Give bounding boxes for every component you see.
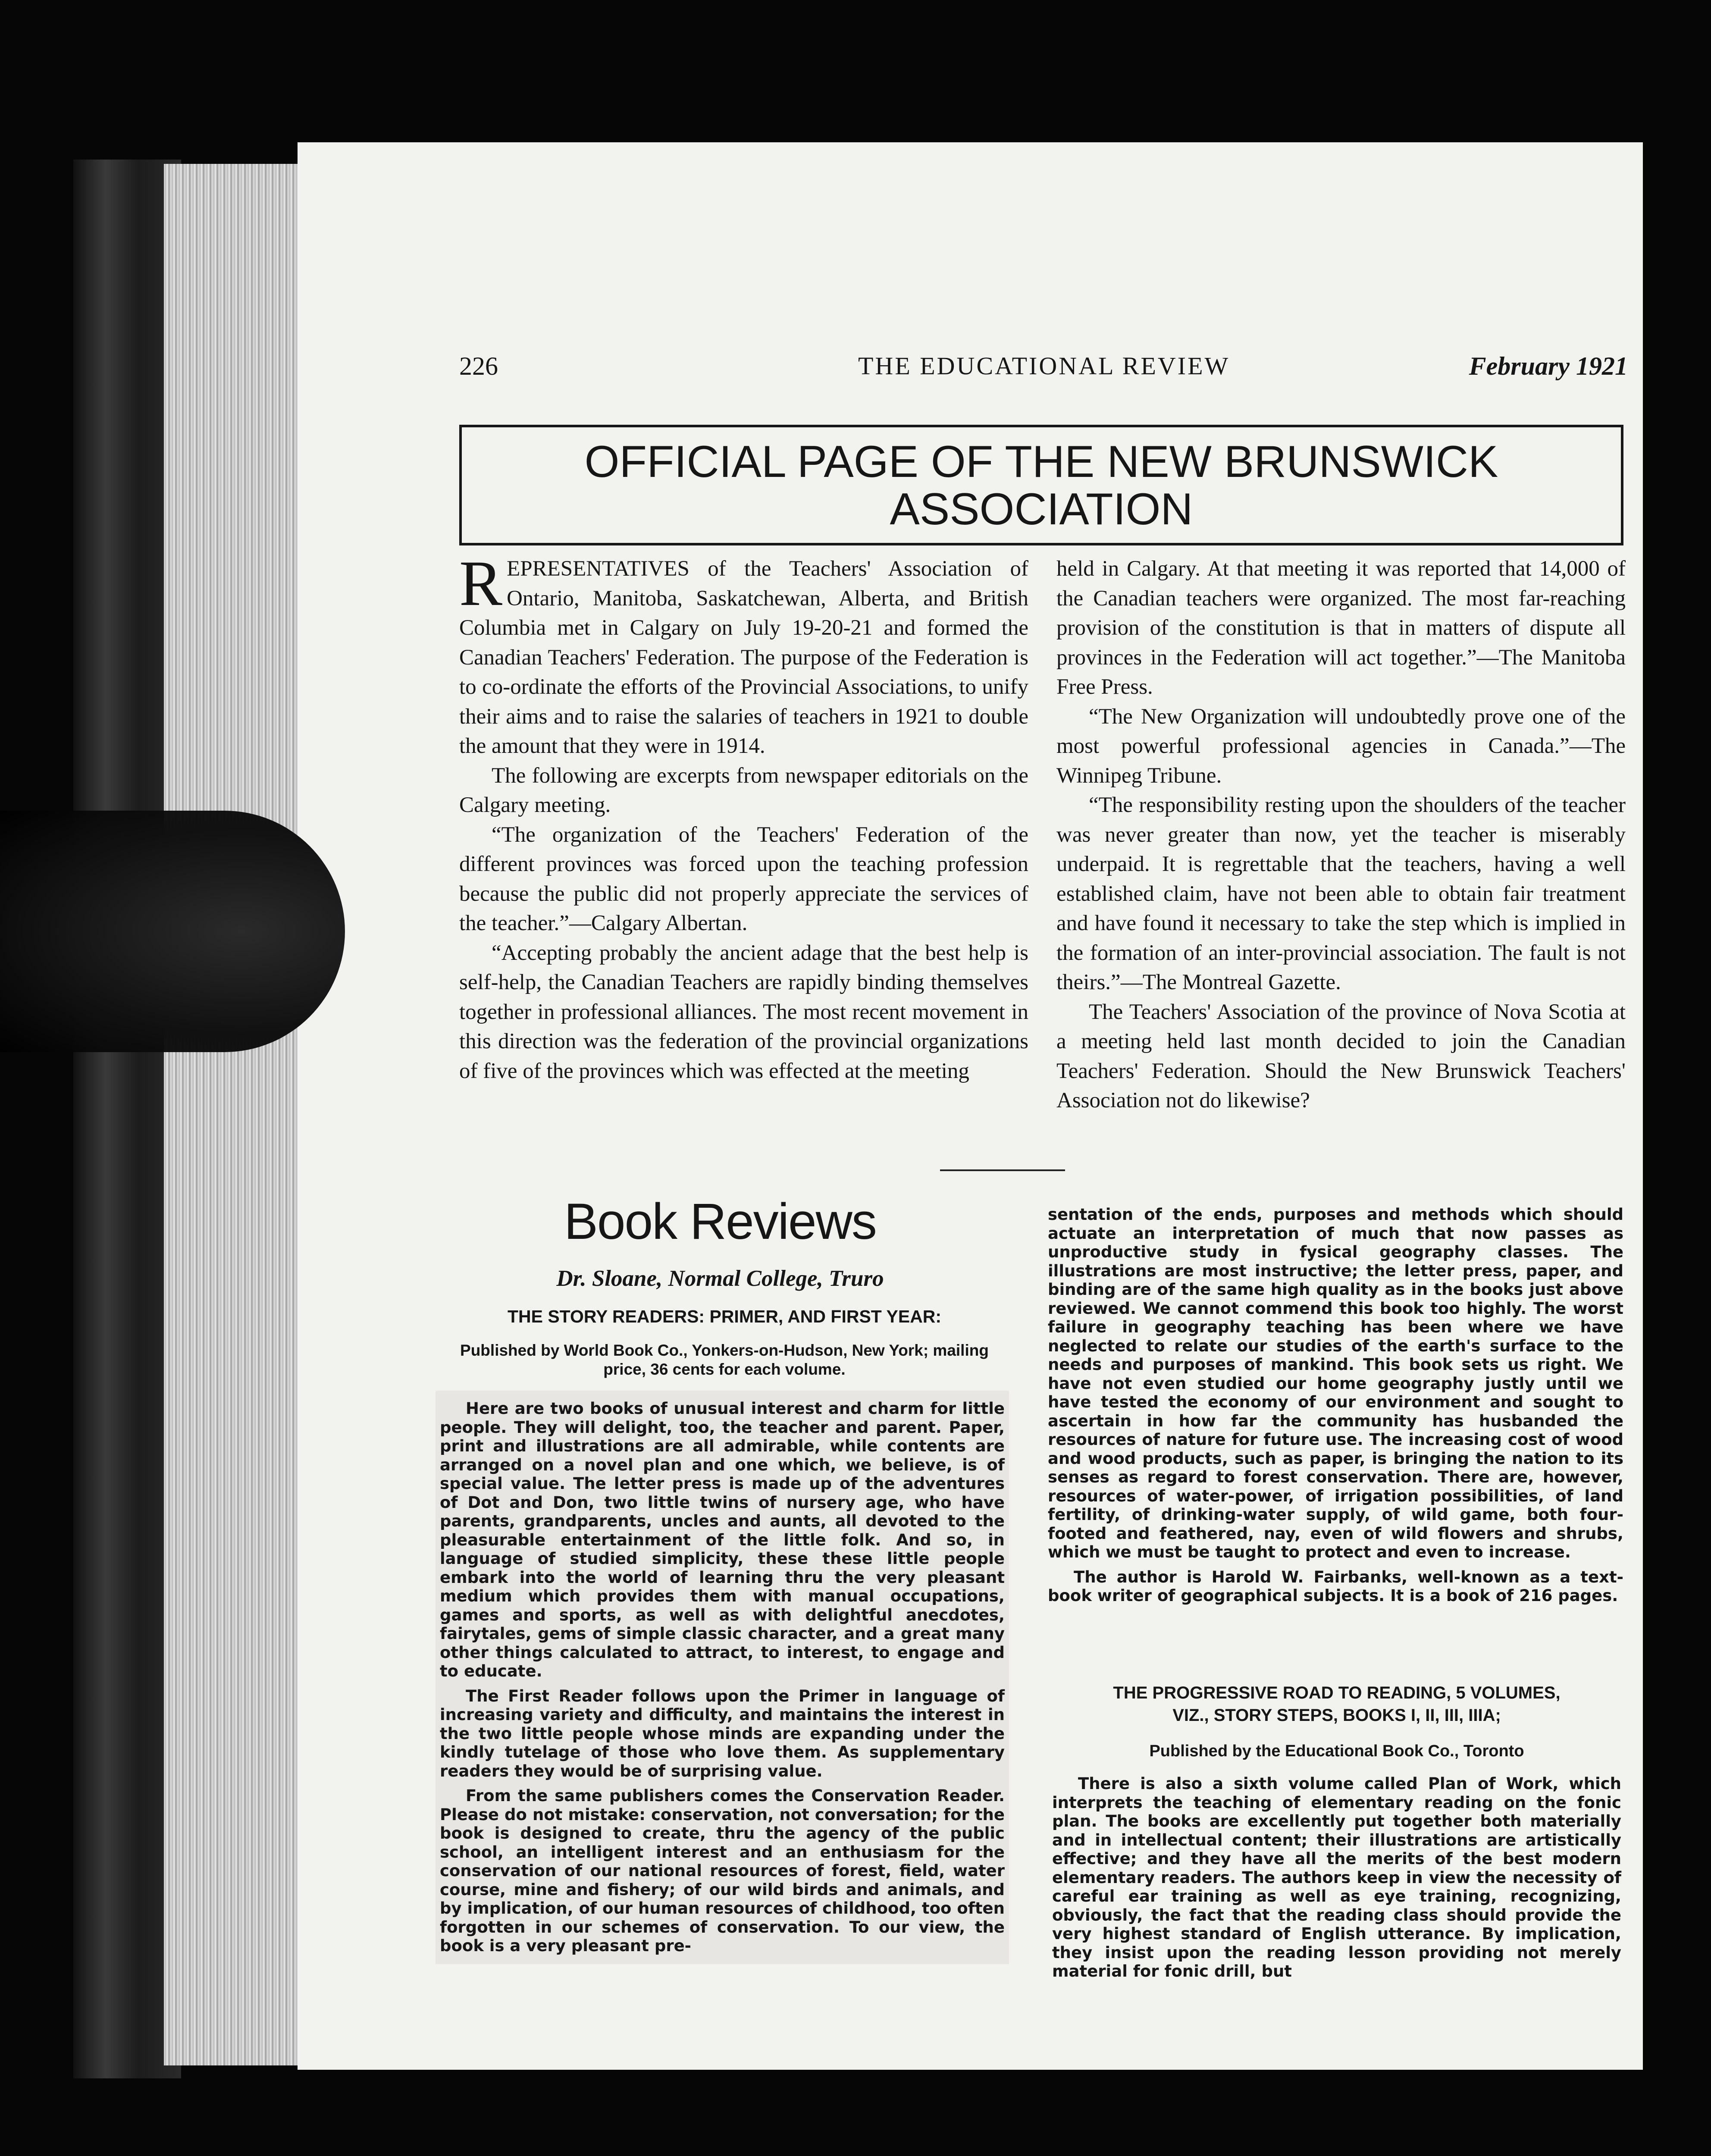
official-left-column [459, 548, 1028, 1086]
reviews-author: Dr. Sloane, Normal College, Truro [556, 1266, 884, 1291]
official-right-column [1056, 554, 1626, 1116]
paragraph: REPRESENTATIVES of the Teachers' Association of Ontario, Manitoba, Saskatchewan, Alberta, and British Columbia met in Calgary on July 19-20-21 and formed the Canadian Teachers' Federation. The purpose of the Federation is to co-ordinate the efforts of the Provincial Associations, to unify their aims and to raise the salaries of teachers in 1921 to double the amount that they were in 1914. [459, 548, 1028, 758]
paragraph: “Accepting probably the ancient adage that the best help is self-help, the Canadian Teachers are rapidly binding themselves together in professional alliances. The most recent movement in this direction was the federation of the provincial organizations of five of the provinces which was effected at the meeting [459, 940, 1028, 1083]
drop-cap: R [459, 548, 503, 619]
review1-continuation [1048, 1205, 1623, 1611]
page-edges [164, 164, 310, 2065]
paragraph: The Teachers' Association of the province of Nova Scotia at a meeting held last month decided to join the Canadian Teachers' Federation. Should the New Brunswick Teachers' Association not do likewise? [1056, 1000, 1626, 1112]
official-heading-line2: ASSOCIATION [890, 484, 1193, 534]
section-divider [940, 1169, 1065, 1171]
paragraph: held in Calgary. At that meeting it was reported that 14,000 of the Canadian teachers were organized. The most far-reaching provision of the constitution is that in matters of dispute all provinces in the Federation will act together.”—The Manitoba Free Press. [1056, 557, 1626, 699]
paragraph: The First Reader follows upon the Primer in language of increasing variety and difficulty, and maintains the interest in the two little people whose minds are expanding under the kindly tutelage of those who love them. As supplementary readers they would be of surprising value. [440, 1686, 1005, 1780]
official-heading-box [459, 425, 1623, 545]
thumb-shadow [0, 811, 345, 1052]
review1-body [440, 1399, 1005, 1962]
journal-title: THE EDUCATIONAL REVIEW [858, 352, 1230, 380]
paragraph: “The New Organization will undoubtedly prove one of the most powerful professional agencies in Canada.”—The Winnipeg Tribune. [1056, 704, 1626, 788]
book-reviews-title: Book Reviews [564, 1193, 876, 1250]
paragraph: “The responsibility resting upon the shoulders of the teacher was never greater than now, yet the teacher is miserably underpaid. It is regrettable that the teachers, having a well established claim, have not been able to obtain fair treatment and have found it necessary to take the step which is implied in the formation of an inter-provincial association. The fault is not theirs.”—The Montreal Gazette. [1056, 793, 1626, 994]
review1-title: THE STORY READERS: PRIMER, AND FIRST YEAR: [507, 1307, 942, 1326]
paragraph: There is also a sixth volume called Plan of Work, which interprets the teaching of elementary reading on the fonic plan. The books are excellently put together both materially and in intellectual content; their illustrations are artistically effective; and they have all the merits of the best modern elementary readers. The authors keep in view the necessity of careful ear training as well as eye training, recognizing, obviously, the fact that the reading class should provide the very highest standard of English utterance. By implication, they insist upon the reading lesson providing not merely material for fonic drill, but [1052, 1774, 1621, 1981]
review2-body [1052, 1774, 1621, 1987]
review2-title [1048, 1682, 1626, 1727]
official-heading-line1: OFFICIAL PAGE OF THE NEW BRUNSWICK [584, 437, 1498, 487]
paragraph: The following are excerpts from newspaper editorials on the Calgary meeting. [459, 763, 1028, 817]
running-head [459, 351, 1628, 386]
review2-title-line2: VIZ., STORY STEPS, BOOKS I, II, III, IIIA; [1172, 1706, 1501, 1725]
review2-title-line1: THE PROGRESSIVE ROAD TO READING, 5 VOLUMES, [1113, 1683, 1561, 1702]
paragraph: Here are two books of unusual interest and charm for little people. They will delight, too, the teacher and parent. Paper, print and illustrations are all admirable, while contents are arranged on a novel plan and one which, we believe, is of special value. The letter press is made up of the adventures of Dot and Don, two little twins of nursery age, who have parents, grandparents, uncles and aunts, all devoted to the pleasurable entertainment of the little folk. And so, in language of studied simplicity, these these little people embark into the world of learning thru the very pleasant medium which provides them with manual occupations, games and sports, as well as with delightful anecdotes, fairytales, gems of simple classic character, and a great many other things calculated to attract, to interest, to engage and to educate. [440, 1399, 1005, 1680]
paragraph: From the same publishers comes the Conservation Reader. Please do not mistake: conservation, not conversation; for the book is designed to create, thru the agency of the public school, an intelligent interest and an enthusiasm for the conservation of our national resources of forest, field, water course, mine and fishery; of our wild birds and animals, and by implication, of our human resources of childhood, too often forgotten in our schemes of conservation. To our view, the book is a very pleasant pre- [440, 1786, 1005, 1955]
review2-publisher: Published by the Educational Book Co., Toronto [1149, 1742, 1524, 1760]
paragraph: The author is Harold W. Fairbanks, well-known as a text-book writer of geographical subjects. It is a book of 216 pages. [1048, 1567, 1623, 1605]
issue-date: February 1921 [1469, 352, 1628, 380]
paragraph: “The organization of the Teachers' Federation of the different provinces was forced upon the teaching profession because the public did not properly appreciate the services of the teacher.”—Calgary Albertan. [459, 822, 1028, 935]
review1-publisher: Published by World Book Co., Yonkers-on-Hudson, New York; mailing price, 36 cents for each volume. [460, 1341, 989, 1378]
paragraph: sentation of the ends, purposes and methods which should actuate an interpretation of much that now passes as unproductive study in fysical geography classes. The illustrations are most instructive; the letter press, paper, and binding are of the same high quality as in the books just above reviewed. We cannot commend this book too highly. The worst failure in geography teaching has been where we have neglected to relate our studies of the earth's surface to the needs and purposes of mankind. This book sets us right. We have not even studied our home geography justly until we have tested the economy of our environment and sought to ascertain in how far the community has husbanded the resources of nature for future use. The increasing cost of wood and wood products, such as paper, is bringing the nation to its senses as regard to forest conservation. There are, however, resources of water-power, of irrigation possibilities, of land fertility, of drinking-water supply, of wild game, both four-footed and feathered, nay, even of wild flowers and shrubs, which we must be taught to protect and even to increase. [1048, 1205, 1623, 1561]
page-number: 226 [459, 352, 498, 380]
